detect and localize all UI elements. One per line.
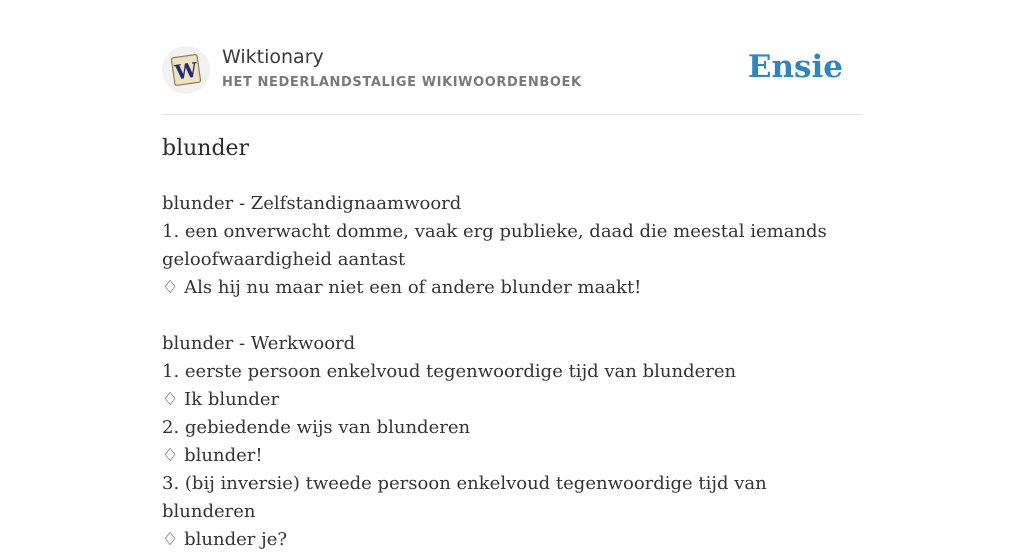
ensie-brand-link[interactable]: Ensie	[747, 49, 843, 85]
diamond-icon: ♢	[162, 277, 179, 298]
section-spacer	[162, 302, 862, 330]
example-sentence	[162, 526, 862, 554]
section-heading: blunder - Zelfstandignaamwoord	[162, 193, 462, 214]
diamond-icon: ♢	[162, 389, 179, 410]
example-sentence	[162, 442, 862, 470]
example-text: Ik blunder	[184, 389, 280, 410]
definition-line: 1. eerste persoon enkelvoud tegenwoordige tijd van blunderen	[162, 361, 737, 382]
page	[162, 0, 862, 550]
site-tagline: HET NEDERLANDSTALIGE WIKIWOORDENBOEK	[222, 75, 582, 90]
example-sentence	[162, 386, 862, 414]
wiktionary-logo-icon[interactable]	[162, 46, 210, 94]
example-text: blunder je?	[184, 529, 287, 550]
diamond-icon: ♢	[162, 529, 179, 550]
definition-line: 3. (bij inversie) tweede persoon enkelvoud tegenwoordige tijd van blunderen	[162, 473, 767, 522]
diamond-icon: ♢	[162, 445, 179, 466]
entry-content	[162, 190, 862, 554]
definition-line: 2. gebiedende wijs van blunderen	[162, 417, 471, 438]
logo-letter: W	[173, 57, 199, 85]
example-text: blunder!	[184, 445, 263, 466]
site-name[interactable]: Wiktionary	[222, 46, 324, 68]
section-heading: blunder - Werkwoord	[162, 333, 356, 354]
page-title: blunder	[162, 136, 250, 161]
example-sentence	[162, 274, 862, 302]
site-header	[162, 44, 862, 115]
example-text: Als hij nu maar niet een of andere blunder maakt!	[184, 277, 642, 298]
definition-line: 1. een onverwacht domme, vaak erg publieke, daad die meestal iemands geloofwaardigheid aantast	[162, 221, 827, 270]
